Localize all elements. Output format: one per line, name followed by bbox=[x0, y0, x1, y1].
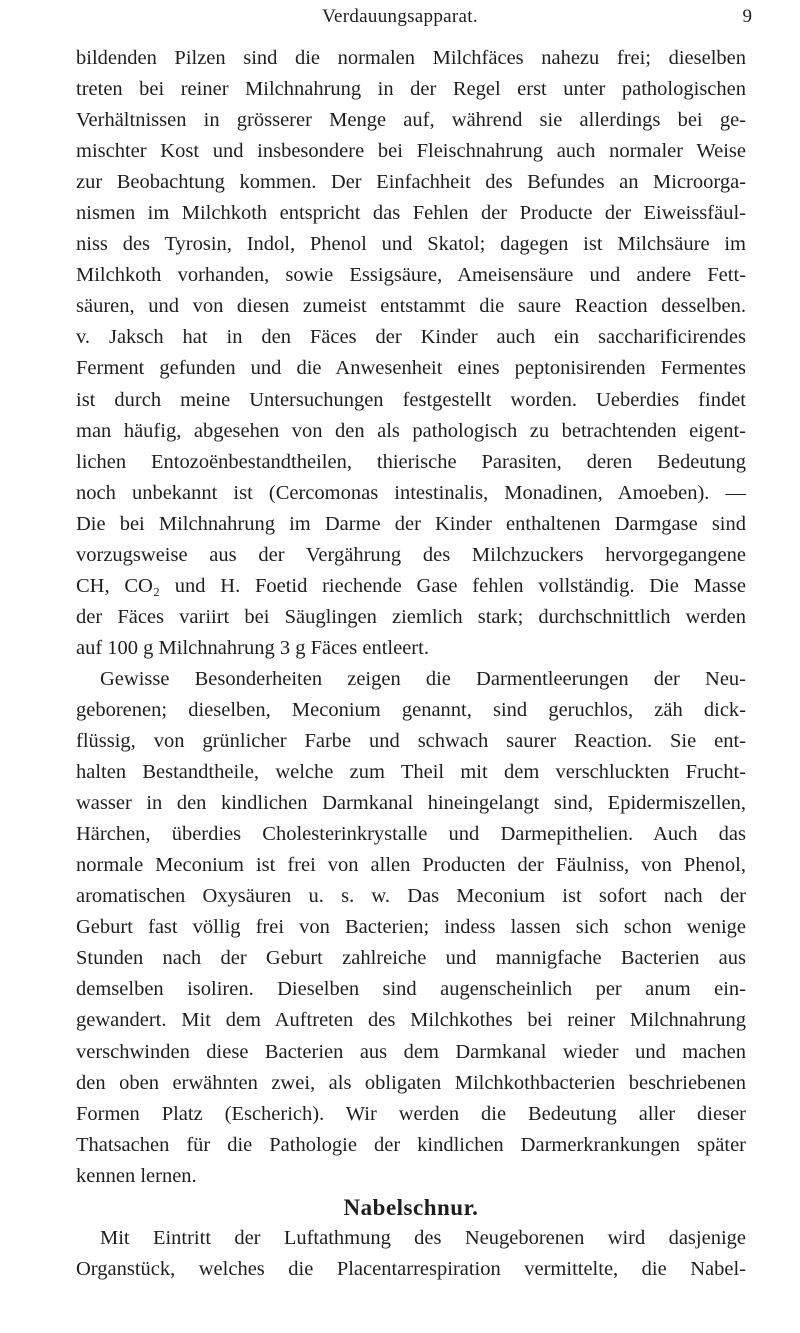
paragraph-lines bbox=[76, 43, 746, 1192]
text-line: Stunden nach der Geburt zahlreiche und mannigfache Bacterien aus bbox=[76, 947, 746, 970]
text-line: nismen im Milchkoth entspricht das Fehlen der Producte der Eiweissfäul- bbox=[76, 202, 746, 225]
text-line: vorzugsweise aus der Vergährung des Milchzuckers hervorgegangene bbox=[76, 543, 746, 566]
text-line: Organstück, welches die Placentarrespiration vermittelte, die Nabel- bbox=[76, 1257, 746, 1280]
text-line: Härchen, überdies Cholesterinkrystalle und Darmepithelien. Auch das bbox=[76, 823, 746, 846]
text-line: halten Bestandtheile, welche zum Theil mit dem verschluckten Frucht- bbox=[76, 761, 746, 784]
text-line: zur Beobachtung kommen. Der Einfachheit des Befundes an Microorga- bbox=[76, 171, 746, 194]
text-line: Die bei Milchnahrung im Darme der Kinder enthaltenen Darmgase sind bbox=[76, 512, 746, 535]
text-line: kennen lernen. bbox=[76, 1164, 197, 1187]
text-line: Thatsachen für die Pathologie der kindlichen Darmerkrankungen später bbox=[76, 1133, 746, 1156]
text-line: mischter Kost und insbesondere bei Fleischnahrung auch normaler Weise bbox=[76, 140, 746, 163]
text-line: ist durch meine Untersuchungen festgestellt worden. Ueberdies findet bbox=[76, 388, 746, 411]
section-paragraph-lines bbox=[76, 1223, 746, 1285]
text-line: v. Jaksch hat in den Fäces der Kinder auch ein saccharificirendes bbox=[76, 326, 746, 349]
text-line: Ferment gefunden und die Anwesenheit eines peptonisirenden Fermentes bbox=[76, 357, 746, 380]
text-line: säuren, und von diesen zumeist entstammt die saure Reaction desselben. bbox=[76, 295, 746, 318]
text-line: Geburt fast völlig frei von Bacterien; indess lassen sich schon wenige bbox=[76, 916, 746, 939]
text-line: demselben isoliren. Dieselben sind augenscheinlich per anum ein- bbox=[76, 978, 746, 1001]
text-line: Mit Eintritt der Luftathmung des Neugeborenen wird dasjenige bbox=[100, 1226, 746, 1249]
text-line: normale Meconium ist frei von allen Producten der Fäulniss, von Phenol, bbox=[76, 854, 746, 877]
text-line: flüssig, von grünlicher Farbe und schwach saurer Reaction. Sie ent- bbox=[76, 730, 746, 753]
text-line: Formen Platz (Escherich). Wir werden die Bedeutung aller dieser bbox=[76, 1102, 746, 1125]
text-line: niss des Tyrosin, Indol, Phenol und Skatol; dagegen ist Milchsäure im bbox=[76, 233, 746, 256]
text-line: geborenen; dieselben, Meconium genannt, sind geruchlos, zäh dick- bbox=[76, 698, 746, 721]
text-line: bildenden Pilzen sind die normalen Milchfäces nahezu frei; dieselben bbox=[76, 47, 746, 69]
text-line: noch unbekannt ist (Cercomonas intestinalis, Monadinen, Amoeben). — bbox=[76, 481, 746, 504]
text-line: lichen Entozoënbestandtheilen, thierische Parasiten, deren Bedeutung bbox=[76, 450, 746, 473]
text-line: man häufig, abgesehen von den als pathologisch zu betrachtenden eigent- bbox=[76, 419, 746, 442]
page-number: 9 bbox=[742, 6, 752, 27]
running-title: Verdauungsapparat. bbox=[322, 6, 478, 27]
text-line: Milchkoth vorhanden, sowie Essigsäure, Ameisensäure und andere Fett- bbox=[76, 264, 746, 287]
section-heading: Nabelschnur. bbox=[343, 1194, 479, 1220]
text-line: wasser in den kindlichen Darmkanal hineingelangt sind, Epidermiszellen, bbox=[76, 792, 746, 815]
text-line: gewandert. Mit dem Auftreten des Milchkothes bei reiner Milchnahrung bbox=[76, 1009, 746, 1032]
text-line: den oben erwähnten zwei, als obligaten Milchkothbacterien beschriebenen bbox=[76, 1071, 746, 1094]
running-header bbox=[0, 6, 800, 34]
text-line: verschwinden diese Bacterien aus dem Darmkanal wieder und machen bbox=[76, 1040, 746, 1063]
text-line: der Fäces variirt bei Säuglingen ziemlich stark; durchschnittlich werden bbox=[76, 605, 746, 628]
text-line: Verhältnissen in grösserer Menge auf, während sie allerdings bei ge- bbox=[76, 109, 746, 132]
text-line: auf 100 g Milchnahrung 3 g Fäces entleert. bbox=[76, 636, 429, 659]
text-line: Gewisse Besonderheiten zeigen die Darmentleerungen der Neu- bbox=[100, 667, 746, 690]
body-text bbox=[76, 43, 746, 1285]
text-line: CH, CO₂ und H. Foetid riechende Gase fehlen vollständig. Die Masse bbox=[76, 574, 746, 597]
text-line: aromatischen Oxysäuren u. s. w. Das Meconium ist sofort nach der bbox=[76, 885, 746, 908]
text-line: treten bei reiner Milchnahrung in der Regel erst unter pathologischen bbox=[76, 78, 746, 101]
